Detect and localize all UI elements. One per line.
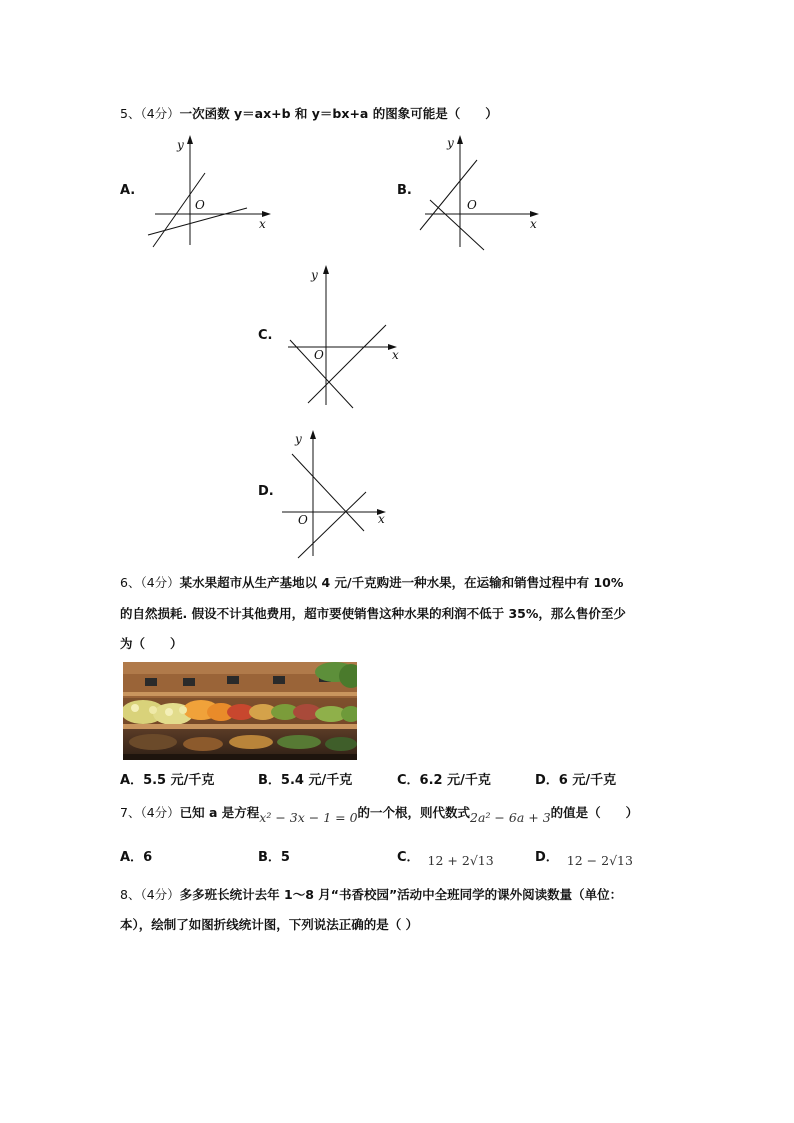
q6-score: （4分） [140, 575, 180, 590]
q8-line-1 [120, 885, 622, 903]
q5-option-b-label: B. [397, 183, 412, 198]
q6-option-b-label: B． [258, 773, 281, 788]
q7-text-c: 的值是（ ） [550, 805, 639, 820]
q5-number: 5、 [120, 106, 141, 121]
q6-option-b-text: 5.4 元/千克 [280, 773, 353, 788]
q5-b-origin: O [467, 198, 477, 212]
q5-stem [120, 104, 498, 122]
q7-option-d-label: D． [535, 850, 559, 865]
q5-option-a-graph [145, 135, 285, 255]
q6-text-line1: 某水果超市从生产基地以 4 元/千克购进一种水果，在运输和销售过程中有 10% [179, 575, 624, 590]
q6-line-1 [120, 573, 623, 591]
q5-text: 一次函数 y＝ax+b 和 y＝bx+a 的图象可能是（ ） [179, 106, 498, 121]
q6-option-b [258, 769, 352, 788]
fruit-market-photo [123, 662, 357, 760]
q5-a-y-label: y [177, 138, 184, 152]
q6-line-2: 的自然损耗. 假设不计其他费用，超市要使销售这种水果的利润不低于 35%，那么售价至少 [120, 606, 626, 621]
q6-option-d [535, 769, 616, 788]
q7-equation: x² − 3x − 1 = 0 [259, 810, 358, 825]
q5-b-y-label: y [447, 136, 454, 150]
q7-text-b: 的一个根，则代数式 [357, 805, 471, 820]
q7-number: 7、 [120, 805, 141, 820]
q7-stem [120, 803, 639, 825]
q7-option-d [535, 846, 633, 868]
q7-option-b [258, 846, 290, 865]
q6-option-c-text: 6.2 元/千克 [419, 773, 491, 788]
q6-option-d-text: 6 元/千克 [558, 773, 617, 788]
q8-line-2: 本），绘制了如图折线统计图，下列说法正确的是（ ） [120, 917, 419, 932]
q7-option-a-label: A． [120, 850, 144, 865]
q7-option-a [120, 846, 152, 865]
q7-expression: 2a² − 6a + 3 [470, 810, 551, 825]
q5-c-y-label: y [311, 268, 318, 282]
q5-option-b-graph [415, 135, 565, 255]
q6-line-3: 为（ ） [120, 636, 183, 651]
q6-number: 6、 [120, 575, 141, 590]
q5-c-origin: O [314, 348, 324, 362]
q8-number: 8、 [120, 887, 141, 902]
q7-option-a-text: 6 [143, 850, 153, 865]
q7-score: （4分） [140, 805, 180, 820]
q5-option-c-graph [283, 263, 423, 413]
q7-option-b-label: B． [258, 850, 281, 865]
q5-option-d-label: D. [258, 484, 274, 499]
q5-b-x-label: x [530, 217, 537, 231]
q7-option-c-text: 12 + 2√13 [427, 853, 494, 868]
q5-a-x-label: x [259, 217, 266, 231]
q5-option-d-graph [280, 428, 410, 563]
q5-score: （4分） [140, 106, 180, 121]
q6-option-a-label: A． [120, 773, 144, 788]
q7-text-a: 已知 a 是方程 [179, 805, 260, 820]
q5-a-origin: O [195, 198, 205, 212]
q5-d-y-label: y [295, 432, 302, 446]
q5-c-x-label: x [392, 348, 399, 362]
q7-option-b-text: 5 [280, 850, 290, 865]
q8-text-line1: 多多班长统计去年 1～8 月“书香校园”活动中全班同学的课外阅读数量（单位： [179, 887, 623, 902]
q6-option-a-text: 5.5 元/千克 [143, 773, 215, 788]
q6-option-a [120, 769, 214, 788]
q7-option-c [397, 846, 494, 868]
q6-option-c [397, 769, 491, 788]
q6-option-c-label: C． [397, 773, 420, 788]
q5-option-c-label: C. [258, 328, 273, 343]
q5-d-x-label: x [378, 512, 385, 526]
q5-d-origin: O [298, 513, 308, 527]
q7-option-d-text: 12 − 2√13 [566, 853, 633, 868]
q7-option-c-label: C． [397, 850, 420, 865]
q5-option-a-label: A. [120, 183, 136, 198]
q8-score: （4分） [140, 887, 180, 902]
q6-option-d-label: D． [535, 773, 559, 788]
